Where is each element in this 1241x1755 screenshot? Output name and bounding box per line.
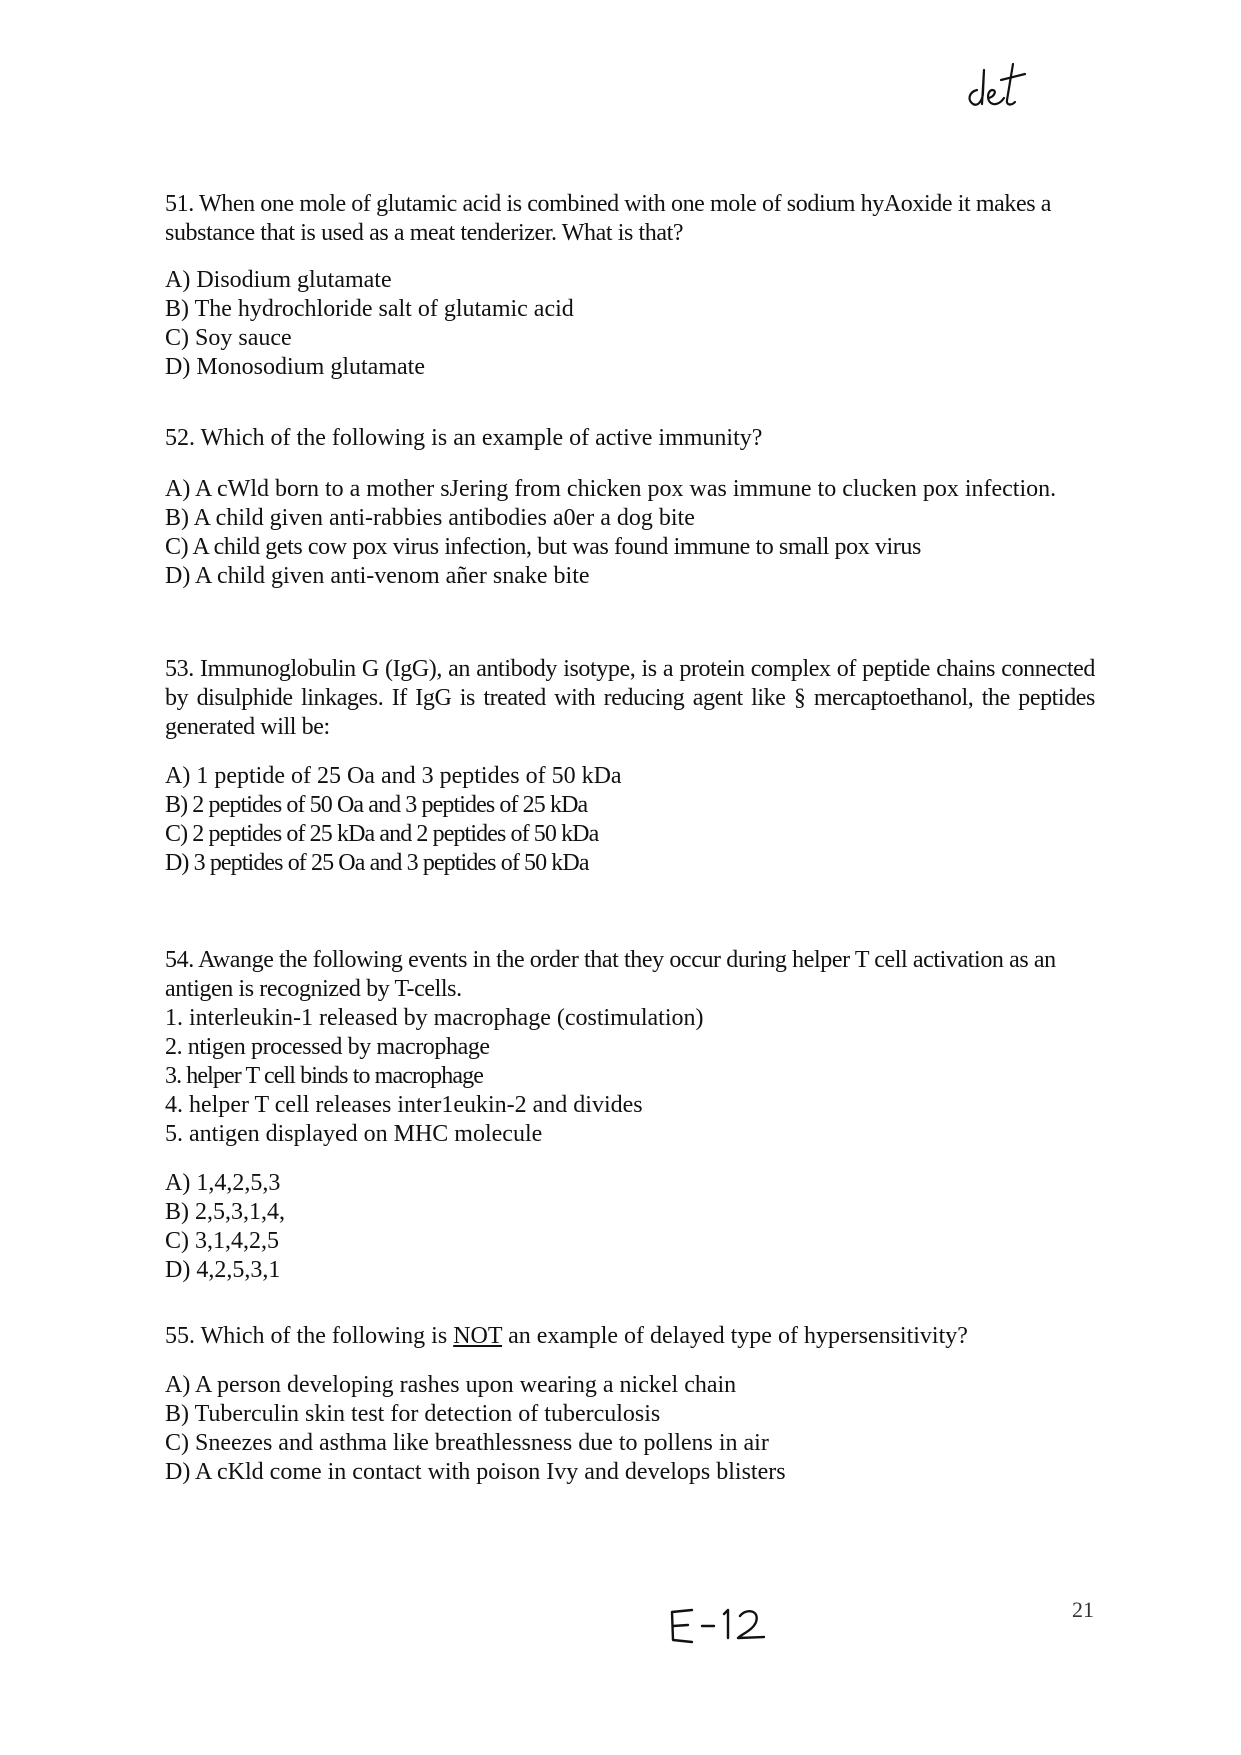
event-item: 2. ntigen processed by macrophage	[165, 1034, 490, 1060]
events-list	[165, 1004, 1095, 1149]
option-d: D) Monosodium glutamate	[165, 354, 425, 380]
question-51	[165, 190, 1095, 382]
emphasis-not: NOT	[453, 1323, 503, 1349]
option-c: C) A child gets cow pox virus infection, but was found immune to small pox virus	[165, 534, 921, 560]
option-a: A) Disodium glutamate	[165, 267, 392, 293]
option-b: B) 2 peptides of 50 Oa and 3 peptides of 25 kDa	[165, 792, 588, 818]
options-list	[165, 1169, 1095, 1285]
option-c: C) Sneezes and asthma like breathlessness due to pollens in air	[165, 1430, 769, 1456]
question-text: 54. Awange the following events in the order that they occur during helper T cell activation as an antigen is recognized by T-cells.	[165, 947, 1056, 1002]
option-a: A) 1 peptide of 25 Oa and 3 peptides of 50 kDa	[165, 763, 622, 789]
option-b: B) A child given anti-rabbies antibodies a0er a dog bite	[165, 505, 695, 531]
event-item: 3. helper T cell binds to macrophage	[165, 1063, 483, 1089]
option-d: D) A child given anti-venom añer snake bite	[165, 563, 590, 589]
page-number: 21	[1072, 1597, 1094, 1622]
option-d: D) 3 peptides of 25 Oa and 3 peptides of 50 kDa	[165, 850, 589, 876]
option-c: C) 3,1,4,2,5	[165, 1228, 279, 1254]
handwritten-margin-note	[965, 60, 1035, 115]
handwritten-footer-mark	[668, 1600, 778, 1650]
event-item: 4. helper T cell releases inter1eukin-2 and divides	[165, 1092, 643, 1118]
event-item: 1. interleukin-1 released by macrophage (costimulation)	[165, 1005, 704, 1031]
question-54	[165, 946, 1095, 1285]
option-d: D) A cKld come in contact with poison Ivy and develops blisters	[165, 1459, 786, 1485]
question-text: 51. When one mole of glutamic acid is combined with one mole of sodium hyAoxide it makes a substance that is used as a meat tenderizer. What is that?	[165, 191, 1052, 246]
option-a: A) 1,4,2,5,3	[165, 1170, 281, 1196]
question-52	[165, 424, 1095, 591]
option-b: B) Tuberculin skin test for detection of tuberculosis	[165, 1401, 661, 1427]
question-text: 52. Which of the following is an example of active immunity?	[165, 425, 763, 451]
question-text-end: an example of delayed type of hypersensitivity?	[502, 1323, 968, 1349]
event-item: 5. antigen displayed on MHC molecule	[165, 1121, 543, 1147]
option-a: A) A person developing rashes upon wearing a nickel chain	[165, 1372, 737, 1398]
options-list	[165, 475, 1095, 591]
options-list	[165, 266, 1095, 382]
option-a: A) A cWld born to a mother sJering from chicken pox was immune to clucken pox infection.	[165, 476, 1057, 502]
option-b: B) The hydrochloride salt of glutamic acid	[165, 296, 574, 322]
question-text	[165, 1322, 1095, 1351]
question-55	[165, 1322, 1095, 1487]
question-text: 53. Immunoglobulin G (IgG), an antibody isotype, is a protein complex of peptide chains connected by disulphide linkages. If IgG is treated with reducing agent like § mercaptoethanol, the peptides generated will be:	[165, 656, 1095, 740]
option-c: C) 2 peptides of 25 kDa and 2 peptides of 50 kDa	[165, 821, 599, 847]
option-d: D) 4,2,5,3,1	[165, 1257, 281, 1283]
question-53	[165, 655, 1095, 878]
option-c: C) Soy sauce	[165, 325, 292, 351]
options-list	[165, 1371, 1095, 1487]
options-list	[165, 762, 1095, 878]
question-text-start: 55. Which of the following is	[165, 1323, 454, 1349]
option-b: B) 2,5,3,1,4,	[165, 1199, 285, 1225]
